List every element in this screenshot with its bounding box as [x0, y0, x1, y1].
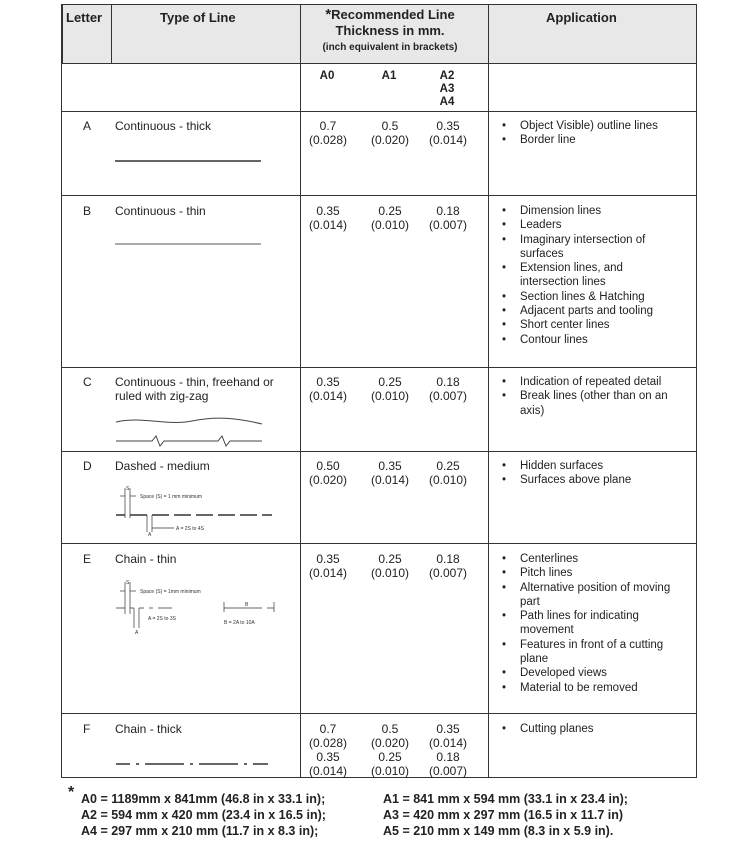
thickness-mm: 0.18 — [436, 552, 460, 566]
thickness-inch: (0.020) — [370, 133, 410, 147]
dim-label-length-a: A = 2S to 3S — [148, 616, 176, 622]
application-list — [498, 119, 658, 148]
application-item: • Centerlines — [498, 552, 670, 566]
thickness-inch: (0.010) — [370, 218, 410, 232]
chain-thin-line-diagram — [112, 578, 287, 638]
thickness-inch: (0.010) — [370, 764, 410, 778]
thickness-mm: 0.25 — [378, 552, 402, 566]
thickness-mm: 0.35 — [316, 750, 340, 764]
application-item: • Object Visible) outline lines — [498, 119, 658, 133]
row-letter: B — [83, 204, 92, 218]
thickness-mm: 0.5 — [381, 119, 399, 133]
dim-label-space: Space (S) = 1mm minimum — [140, 589, 201, 595]
application-item-line: plane — [520, 653, 549, 666]
footnote-a1: A1 = 841 mm x 594 mm (33.1 in x 23.4 in); — [383, 792, 628, 806]
application-item: • Surfaces above plane — [498, 473, 631, 487]
application-item — [498, 233, 653, 262]
thickness-mm: 0.18 — [436, 750, 460, 764]
header-divider — [111, 5, 112, 63]
thickness-a1 — [362, 204, 418, 232]
application-item — [498, 389, 668, 418]
thickness-mm: 0.35 — [378, 459, 402, 473]
application-item-line: Features in front of a cutting — [520, 638, 664, 651]
thickness-mm: 0.35 — [436, 119, 460, 133]
thickness-a2-a4 — [420, 552, 476, 580]
column-divider — [488, 5, 489, 777]
thickness-a0 — [300, 119, 356, 147]
application-item: • Adjacent parts and tooling — [498, 304, 653, 318]
thickness-mm: 0.25 — [378, 750, 402, 764]
row-divider — [62, 195, 696, 196]
freehand-and-zigzag-line-sample — [112, 412, 268, 448]
row-divider — [62, 367, 696, 368]
footnote-a3: A3 = 420 mm x 297 mm (16.5 in x 11.7 in) — [383, 808, 624, 822]
size-a1: A1 — [381, 70, 397, 82]
thickness-inch: (0.010) — [370, 389, 410, 403]
application-item-line: surfaces — [520, 247, 564, 260]
application-item: • Contour lines — [498, 333, 653, 347]
thickness-a1 — [362, 459, 418, 487]
thickness-mm: 0.35 — [316, 552, 340, 566]
footnote-a4: A4 = 297 mm x 210 mm (11.7 in x 8.3 in); — [81, 824, 319, 838]
thickness-inch: (0.010) — [370, 566, 410, 580]
thickness-a1 — [362, 552, 418, 580]
footnote-a2: A2 = 594 mm x 420 mm (23.4 in x 16.5 in); — [81, 808, 326, 822]
row-letter: C — [83, 375, 92, 389]
row-type-line2: ruled with zig-zag — [115, 389, 209, 403]
application-item-line: axis) — [520, 404, 545, 417]
thickness-mm: 0.35 — [316, 204, 340, 218]
thickness-inch: (0.007) — [428, 764, 468, 778]
header-divider — [62, 5, 63, 63]
application-item: • Cutting planes — [498, 722, 594, 736]
chain-thick-line-sample — [112, 760, 272, 768]
application-item-line: Extension lines, and — [520, 262, 623, 275]
thickness-a1 — [362, 375, 418, 403]
row-divider — [62, 451, 696, 452]
row-type: Chain - thick — [115, 722, 182, 736]
size-a0: A0 — [319, 70, 335, 82]
application-item-line: part — [520, 595, 540, 608]
dashed-line-diagram — [112, 482, 282, 540]
row-letter: D — [83, 459, 92, 473]
application-item: • Section lines & Hatching — [498, 290, 653, 304]
row-letter: F — [83, 722, 91, 736]
application-item — [498, 638, 670, 667]
thickness-inch: (0.028) — [308, 736, 348, 750]
row-type: Dashed - medium — [115, 459, 210, 473]
application-item — [498, 581, 670, 610]
size-a3: A3 — [439, 83, 455, 95]
application-item — [498, 609, 670, 638]
application-item: • Material to be removed — [498, 681, 670, 695]
thickness-mm: 0.25 — [378, 375, 402, 389]
thickness-a1 — [362, 722, 418, 778]
row-divider — [62, 63, 696, 64]
row-divider — [62, 543, 696, 544]
thick-continuous-line-sample — [115, 158, 265, 164]
application-list — [498, 722, 594, 736]
footnote-asterisk: * — [68, 784, 75, 801]
thickness-a2-a4 — [420, 375, 476, 403]
size-a4: A4 — [439, 96, 455, 108]
thickness-inch: (0.020) — [370, 736, 410, 750]
row-letter: E — [83, 552, 92, 566]
application-list — [498, 375, 668, 418]
thickness-inch: (0.007) — [428, 218, 468, 232]
thickness-a2-a4 — [420, 459, 476, 487]
size-a2: A2 — [439, 70, 455, 82]
thickness-a0 — [300, 204, 356, 232]
header-type-of-line: Type of Line — [160, 10, 236, 25]
thickness-mm: 0.50 — [316, 459, 340, 473]
header-thickness-line1: Recommended Line — [331, 7, 455, 22]
header-letter: Letter — [66, 10, 103, 25]
thickness-mm: 0.35 — [436, 722, 460, 736]
application-item-line: movement — [520, 624, 574, 637]
application-item: • Hidden surfaces — [498, 459, 631, 473]
thickness-inch: (0.014) — [308, 566, 348, 580]
thickness-a1 — [362, 119, 418, 147]
asterisk: * — [325, 6, 332, 23]
application-item: • Border line — [498, 133, 658, 147]
application-list — [498, 552, 670, 695]
application-item-line: Path lines for indicating — [520, 610, 639, 623]
dim-label-length: A = 2S to 4S — [176, 526, 204, 532]
row-letter: A — [83, 119, 92, 133]
thickness-a0 — [300, 722, 356, 778]
row-type: Continuous - thin — [115, 204, 206, 218]
row-divider — [62, 713, 696, 714]
footnote-a5: A5 = 210 mm x 149 mm (8.3 in x 5.9 in). — [383, 824, 614, 838]
dim-label-b: B — [245, 602, 249, 608]
thickness-inch: (0.028) — [308, 133, 348, 147]
row-type-line1: Continuous - thin, freehand or — [115, 375, 274, 389]
dim-label-a: A — [148, 532, 152, 538]
application-list — [498, 459, 631, 488]
header-thickness-note: (inch equivalent in brackets) — [322, 42, 458, 53]
application-item-line: Imaginary intersection of — [520, 233, 646, 246]
dim-label-s: S — [126, 486, 130, 492]
thickness-inch: (0.020) — [308, 473, 348, 487]
application-item: • Leaders — [498, 218, 653, 232]
thickness-a2-a4 — [420, 722, 476, 778]
thickness-mm: 0.25 — [436, 459, 460, 473]
thickness-inch: (0.010) — [428, 473, 468, 487]
thickness-mm: 0.35 — [316, 375, 340, 389]
application-item — [498, 261, 653, 290]
thickness-a2-a4 — [420, 119, 476, 147]
application-item: • Pitch lines — [498, 566, 670, 580]
dim-label-a: A — [135, 630, 139, 636]
thickness-mm: 0.7 — [319, 119, 337, 133]
header-application: Application — [546, 10, 617, 25]
thickness-inch: (0.014) — [428, 133, 468, 147]
thickness-mm: 0.18 — [436, 204, 460, 218]
header-thickness-line2: Thickness in mm. — [335, 23, 445, 38]
application-item: • Indication of repeated detail — [498, 375, 668, 389]
thickness-mm: 0.7 — [319, 722, 337, 736]
application-item: • Short center lines — [498, 318, 653, 332]
thickness-a0 — [300, 375, 356, 403]
footnote-a0: A0 = 1189mm x 841mm (46.8 in x 33.1 in); — [81, 792, 326, 806]
thickness-inch: (0.014) — [308, 218, 348, 232]
application-item: • Developed views — [498, 666, 670, 680]
thin-continuous-line-sample — [115, 241, 265, 247]
row-divider — [62, 111, 696, 112]
thickness-mm: 0.18 — [436, 375, 460, 389]
thickness-a2-a4 — [420, 204, 476, 232]
thickness-mm: 0.5 — [381, 722, 399, 736]
dim-label-length-b: B = 2A to 10A — [224, 620, 255, 626]
thickness-inch: (0.007) — [428, 566, 468, 580]
thickness-inch: (0.014) — [370, 473, 410, 487]
application-item-line: Alternative position of moving — [520, 581, 671, 594]
dim-label-s: S — [126, 580, 130, 586]
thickness-inch: (0.014) — [308, 764, 348, 778]
application-item-line: Break lines (other than on an — [520, 390, 668, 403]
thickness-inch: (0.007) — [428, 389, 468, 403]
thickness-mm: 0.25 — [378, 204, 402, 218]
application-item: • Dimension lines — [498, 204, 653, 218]
row-type: Continuous - thick — [115, 119, 212, 133]
header-thickness — [300, 8, 480, 22]
thickness-a0 — [300, 459, 356, 487]
row-type: Chain - thin — [115, 552, 177, 566]
thickness-a0 — [300, 552, 356, 580]
thickness-inch: (0.014) — [308, 389, 348, 403]
dim-label-space: Space (S) = 1 mm minimum — [140, 494, 203, 500]
thickness-inch: (0.014) — [428, 736, 468, 750]
application-list — [498, 204, 653, 347]
application-item-line: intersection lines — [520, 276, 606, 289]
